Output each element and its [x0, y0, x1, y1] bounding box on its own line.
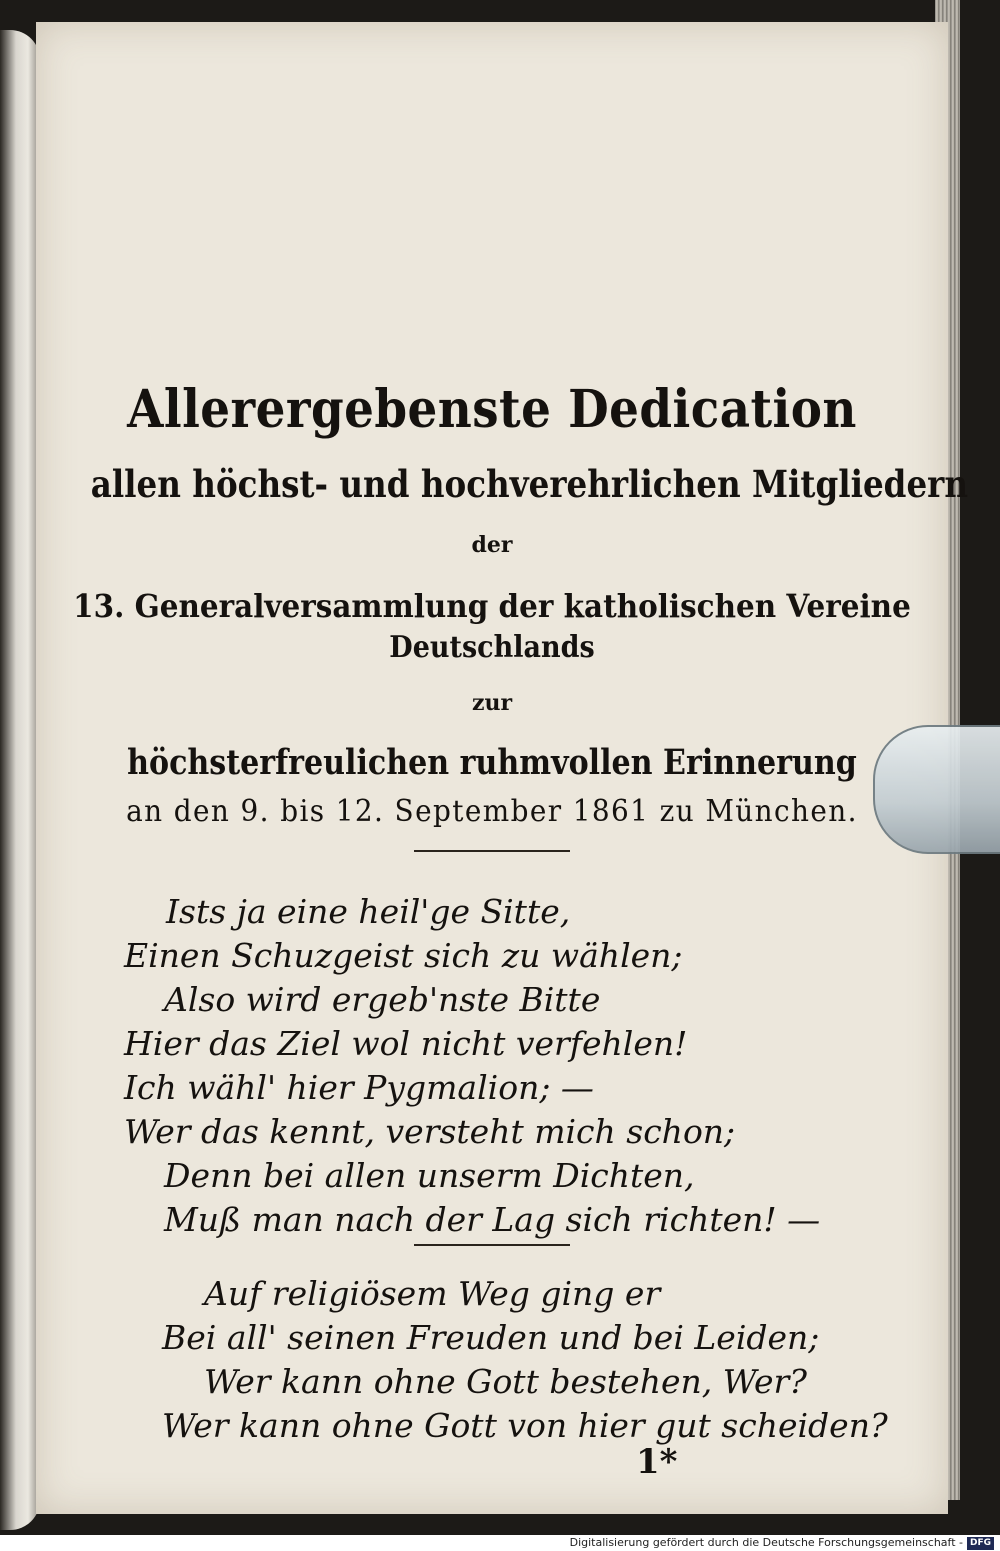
dfg-logo-icon: DFG — [967, 1537, 994, 1550]
verse-line: Auf religiösem Weg ging er — [204, 1274, 661, 1313]
subtitle-line-7: an den 9. bis 12. September 1861 zu München. — [126, 794, 858, 829]
subtitle-line-3: 13. Generalversammlung der katholischen Vereine — [73, 587, 911, 625]
footer-bar — [0, 1535, 1000, 1551]
subtitle-line-2: der — [471, 532, 513, 558]
verse-line: Wer das kennt, versteht mich schon; — [124, 1112, 736, 1151]
page-tab — [873, 725, 1000, 854]
subtitle-line-1: allen höchst- und hochverehrlichen Mitgliedern — [90, 462, 968, 506]
signature-mark: 1* — [636, 1442, 678, 1482]
verse-line: Denn bei allen unserm Dichten, — [164, 1156, 695, 1195]
verse-line: Wer kann ohne Gott bestehen, Wer? — [204, 1362, 807, 1401]
subtitle-line-5: zur — [471, 690, 513, 716]
verse-line: Ich wähl' hier Pygmalion; — — [124, 1068, 594, 1107]
verse-line: Einen Schuzgeist sich zu wählen; — [124, 936, 683, 975]
dedication-title: Allerergebenste Dedication — [127, 379, 857, 440]
left-page-edge — [0, 30, 40, 1530]
verse-line: Wer kann ohne Gott von hier gut scheiden? — [162, 1406, 888, 1445]
verse-line: Ists ja eine heil'ge Sitte, — [166, 892, 571, 931]
divider-rule — [414, 1244, 570, 1246]
verse-line: Also wird ergeb'nste Bitte — [164, 980, 601, 1019]
subtitle-line-6: höchsterfreulichen ruhmvollen Erinnerung — [127, 742, 857, 783]
footer-credit: Digitalisierung gefördert durch die Deutsche Forschungsgemeinschaft - — [569, 1536, 963, 1549]
subtitle-line-4: Deutschlands — [389, 630, 595, 665]
verse-line: Muß man nach der Lag sich richten! — — [164, 1200, 821, 1239]
verse-line: Bei all' seinen Freuden und bei Leiden; — [162, 1318, 820, 1357]
verse-line: Hier das Ziel wol nicht verfehlen! — [124, 1024, 688, 1063]
divider-rule — [414, 850, 570, 852]
book-page — [36, 22, 968, 1514]
